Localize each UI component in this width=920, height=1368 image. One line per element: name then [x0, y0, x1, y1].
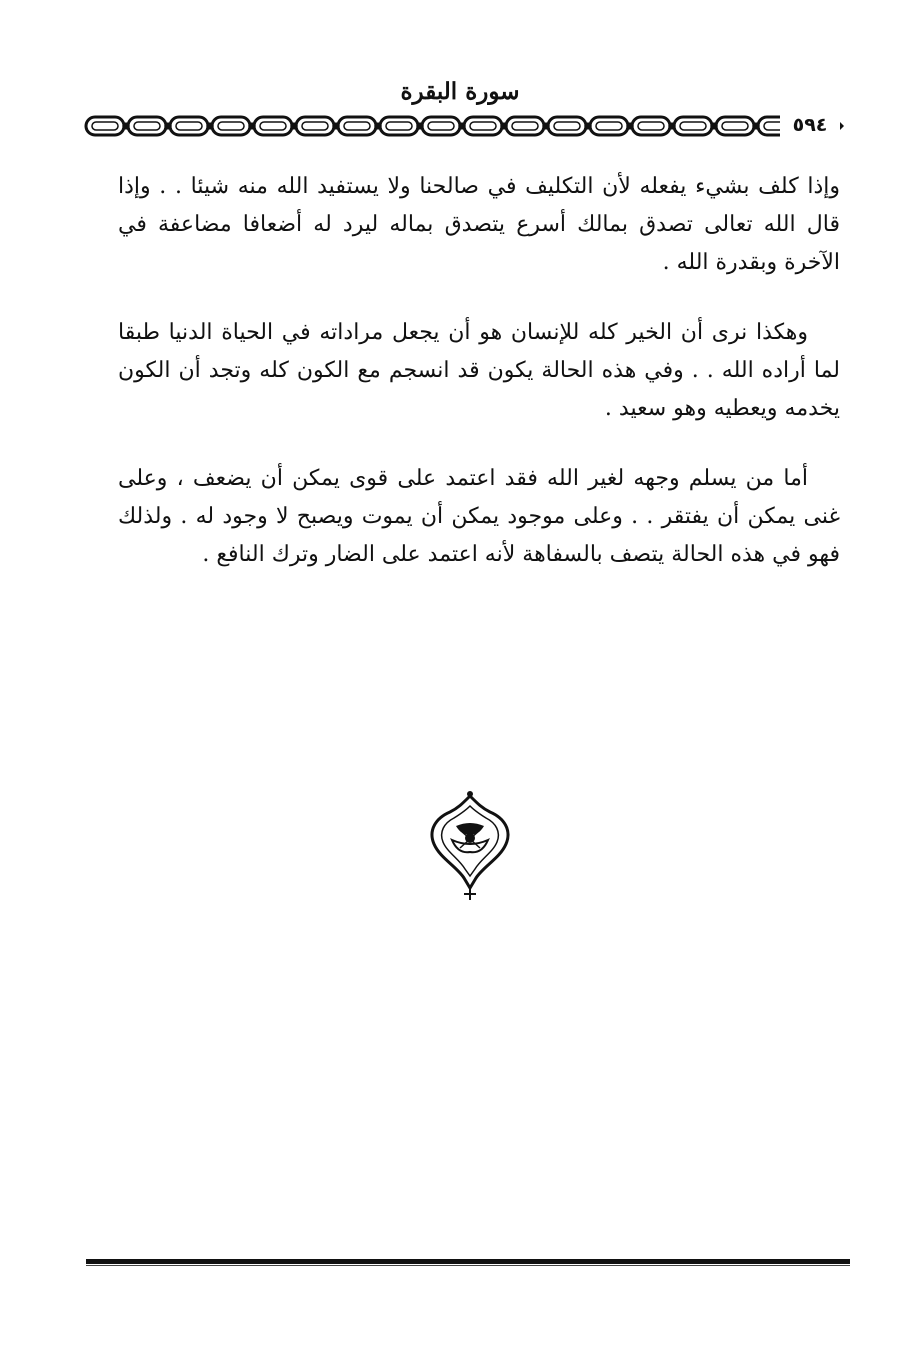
paragraph: أما من يسلم وجهه لغير الله فقد اعتمد على قوى يمكن أن يضعف ، وعلى غنى يمكن أن يفتقر . . وعلى موجود يمكن أن يموت ويصبح لا وجود له . ولذلك فهو في هذه الحالة يتصف بالسفاهة لأنه اعتمد على الضار وترك النافع .: [118, 466, 840, 567]
paragraph: وهكذا نرى أن الخير كله للإنسان هو أن يجعل مراداته في الحياة الدنيا طبقا لما أراده الله . . وفي هذه الحالة يكون قد انسجم مع الكون كله وتجد أن الكون يخدمه ويعطيه وهو سعيد .: [118, 320, 840, 421]
chain-border-icon: [84, 112, 874, 140]
surah-title: سورة البقرة: [400, 78, 520, 105]
footer-rule-thin: [86, 1265, 850, 1266]
paragraph: وإذا كلف بشيء يفعله لأن التكليف في صالحنا ولا يستفيد الله منه شيئا . . وإذا قال الله تعالى تصدق بمالك أسرع يتصدق بماله ليرد له أضعافا مضاعفة في الآخرة وبقدرة الله .: [118, 174, 840, 275]
footer-rule: [86, 1259, 850, 1264]
floral-ornament-icon: [428, 790, 512, 902]
page-number: ٥٩٤: [780, 111, 840, 139]
body-text: [118, 168, 840, 606]
